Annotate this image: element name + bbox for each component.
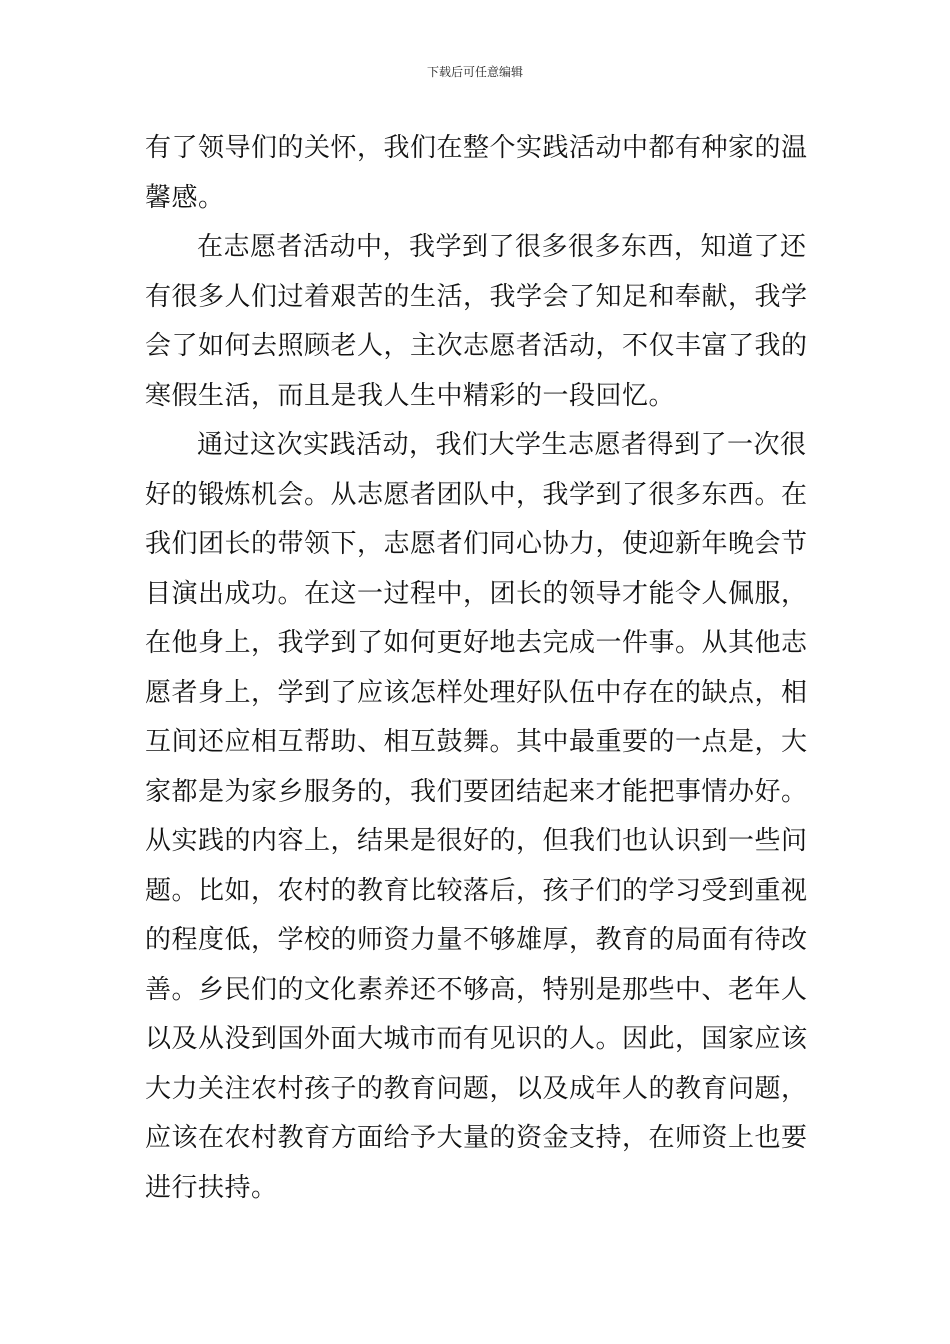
text-line: 有了领导们的关怀，我们在整个实践活动中都有种家的温 bbox=[145, 133, 808, 163]
text-line: 的程度低，学校的师资力量不够雄厚，教育的局面有待改 bbox=[145, 925, 808, 955]
text-line: 在他身上，我学到了如何更好地去完成一件事。从其他志 bbox=[145, 628, 808, 658]
text-line: 互间还应相互帮助、相互鼓舞。其中最重要的一点是，大 bbox=[145, 727, 808, 757]
paragraph-first-line: 在志愿者活动中，我学到了很多很多东西，知道了还 bbox=[197, 232, 807, 262]
text-line: 以及从没到国外面大城市而有见识的人。因此，国家应该 bbox=[145, 1024, 808, 1054]
text-line: 有很多人们过着艰苦的生活，我学会了知足和奉献，我学 bbox=[145, 281, 808, 312]
paragraph-first-line: 通过这次实践活动，我们大学生志愿者得到了一次很 bbox=[197, 430, 807, 460]
text-line: 家都是为家乡服务的，我们要团结起来才能把事情办好。 bbox=[145, 776, 808, 807]
text-line: 会了如何去照顾老人，主次志愿者活动，不仅丰富了我的 bbox=[145, 331, 808, 361]
text-line: 题。比如，农村的教育比较落后，孩子们的学习受到重视 bbox=[145, 875, 808, 906]
text-line: 目演出成功。在这一过程中，团长的领导才能令人佩服， bbox=[145, 578, 808, 609]
text-line: 愿者身上，学到了应该怎样处理好队伍中存在的缺点，相 bbox=[145, 677, 808, 708]
document-body bbox=[145, 124, 808, 1213]
text-line: 进行扶持。 bbox=[145, 1172, 278, 1203]
page-header: 下载后可任意编辑 bbox=[426, 65, 523, 79]
text-line: 从实践的内容上，结果是很好的，但我们也认识到一些问 bbox=[145, 826, 808, 856]
text-line: 好的锻炼机会。从志愿者团队中，我学到了很多东西。在 bbox=[145, 479, 808, 510]
text-line: 应该在农村教育方面给予大量的资金支持，在师资上也要 bbox=[145, 1123, 808, 1153]
text-line: 善。乡民们的文化素养还不够高，特别是那些中、老年人 bbox=[145, 974, 808, 1005]
text-line: 大力关注农村孩子的教育问题，以及成年人的教育问题， bbox=[145, 1073, 808, 1104]
text-line: 馨感。 bbox=[145, 182, 225, 213]
text-line: 我们团长的带领下，志愿者们同心协力，使迎新年晚会节 bbox=[145, 529, 808, 559]
text-line: 寒假生活，而且是我人生中精彩的一段回忆。 bbox=[145, 380, 676, 411]
